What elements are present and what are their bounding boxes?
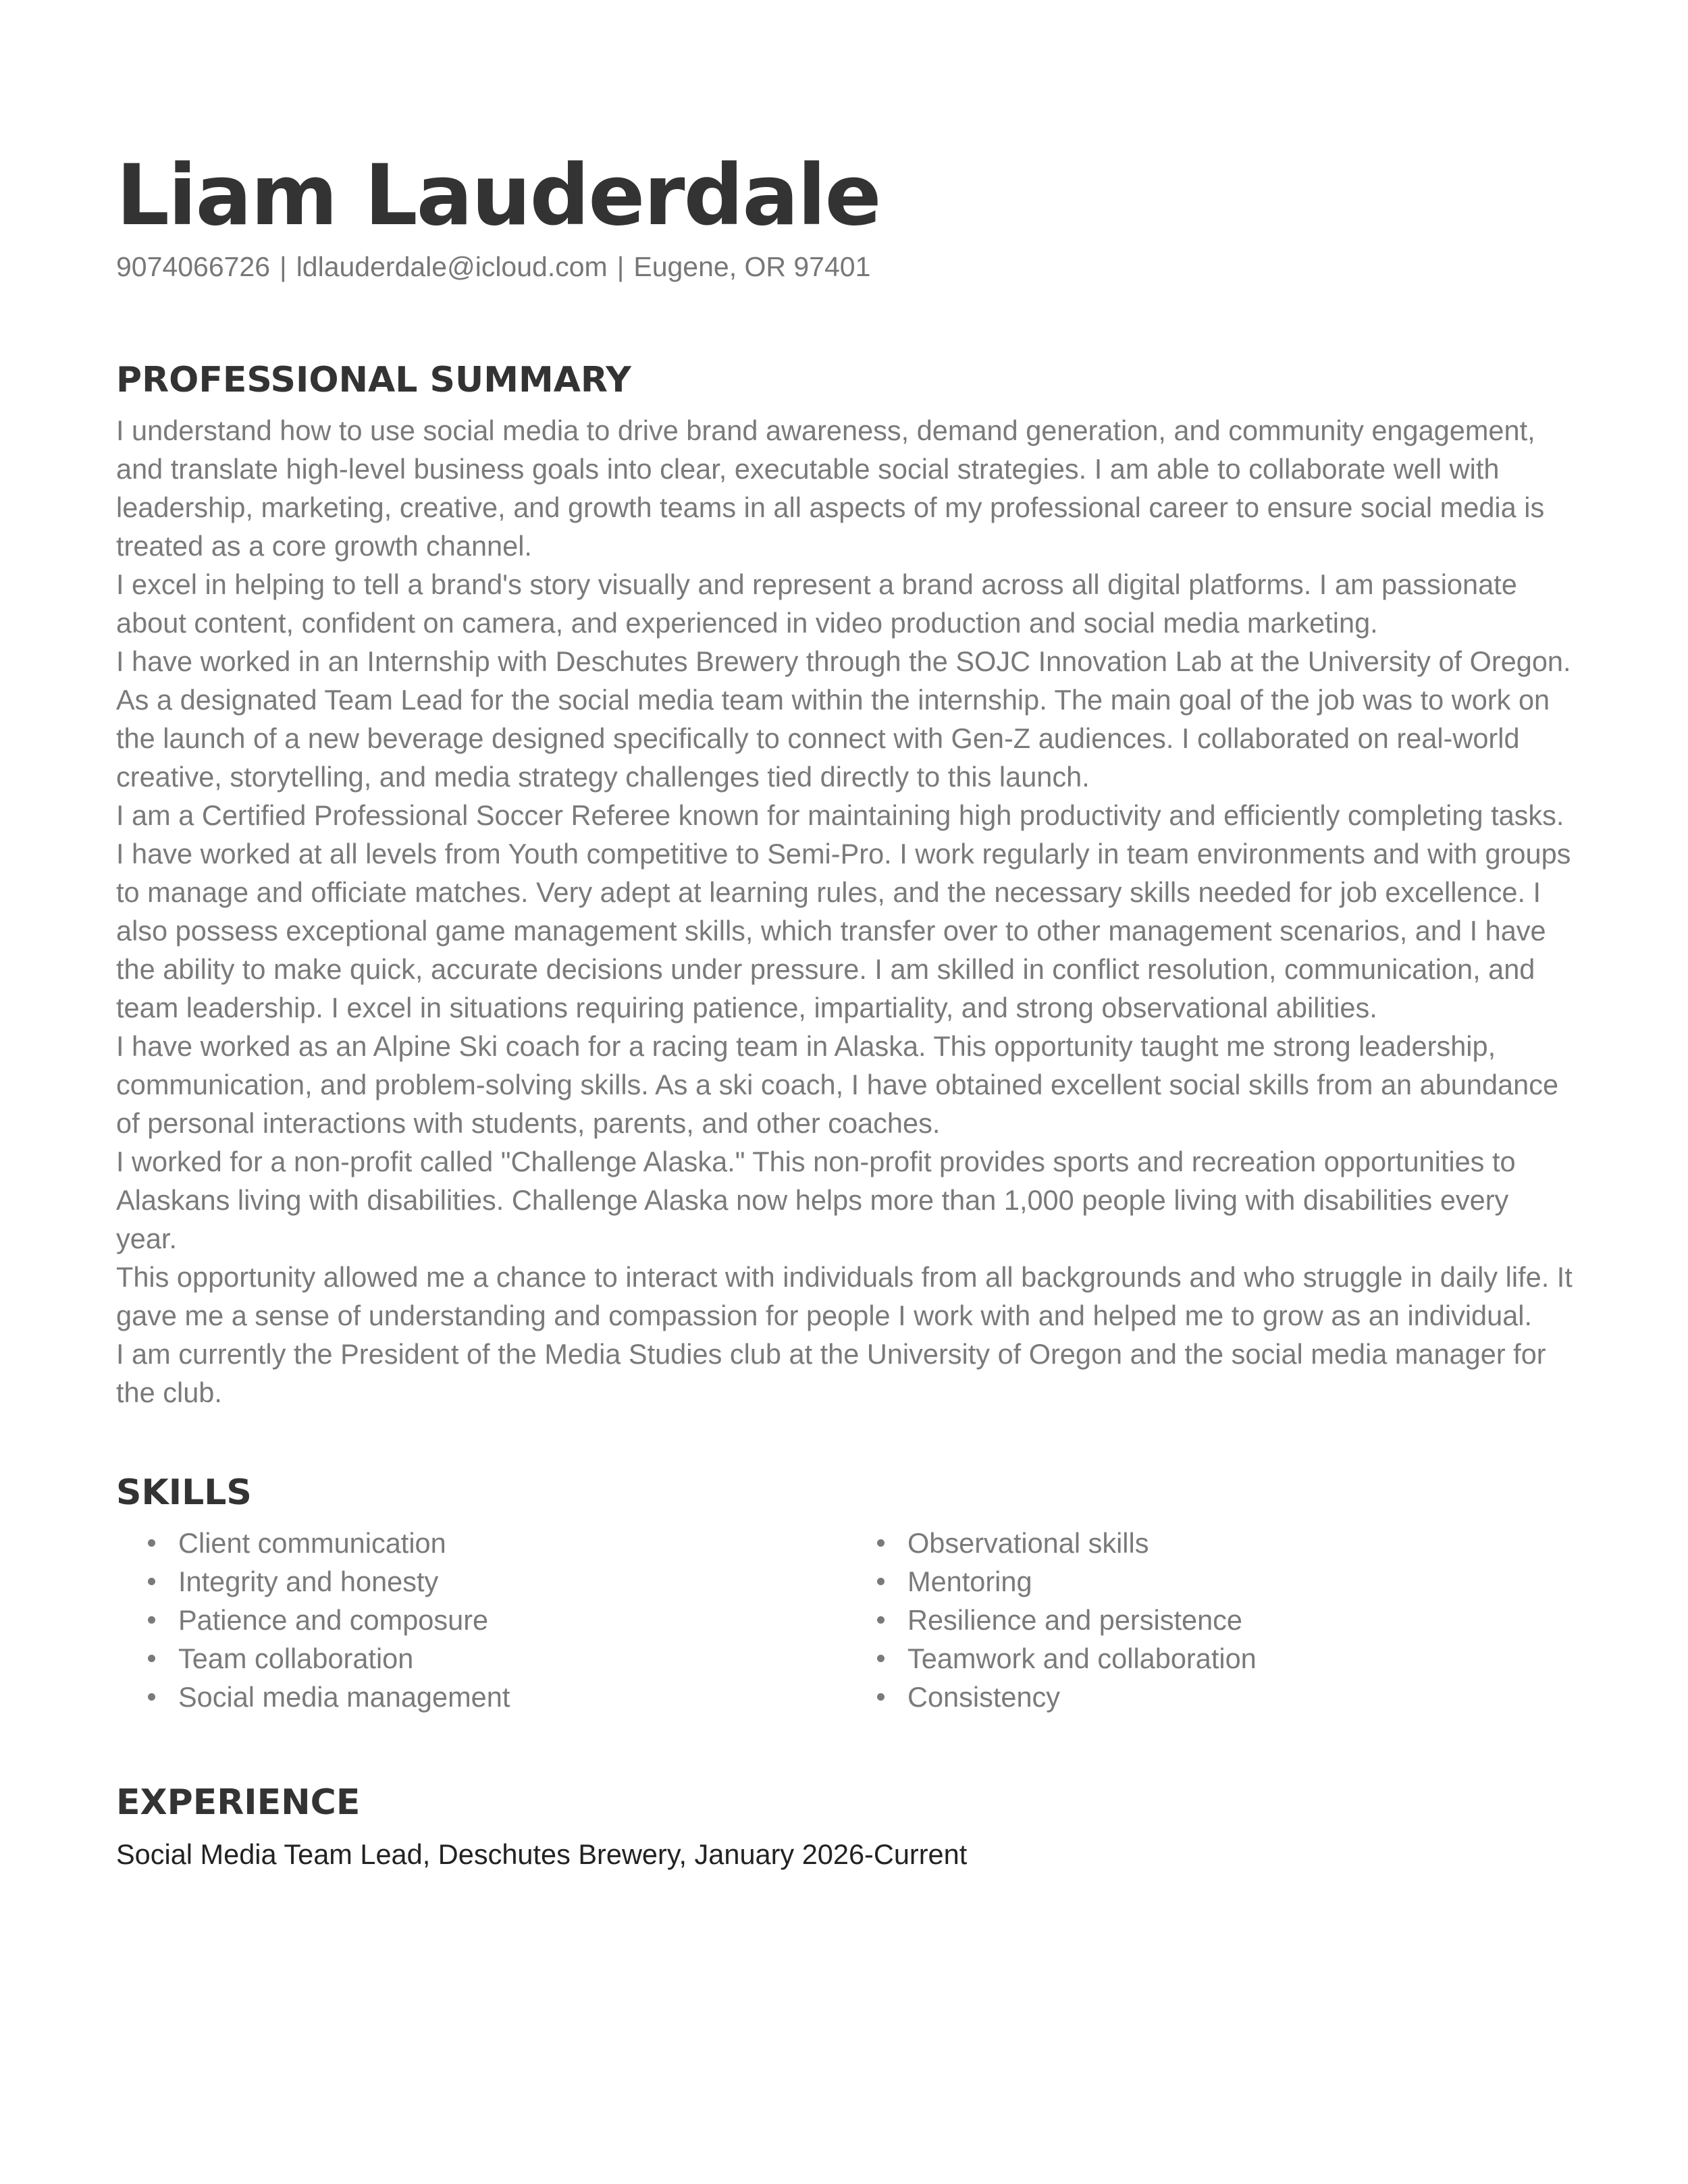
summary-paragraph: I am a Certified Professional Soccer Referee known for maintaining high productivity and efficiently completing tasks. I have worked at all levels from Youth competitive to Semi-Pro. I work regularly in team environments and with groups to manage and officiate matches. Very adept at learning rules, and the necessary skills needed for job excellence. I also possess exceptional game management skills, which transfer over to other management scenarios, and I have the ability to make quick, accurate decisions under pressure. I am skilled in conflict resolution, communication, and team leadership. I excel in situations requiring patience, impartiality, and strong observational abilities.	[116, 799, 1571, 1023]
summary-paragraph: I worked for a non-profit called "Challenge Alaska." This non-profit provides sports and recreation opportunities to Alaskans living with disabilities. Challenge Alaska now helps more than 1,000 people living with disabilities every year.	[116, 1146, 1516, 1254]
skill-label: Integrity and honesty	[178, 1566, 439, 1597]
skill-label: Team collaboration	[178, 1643, 414, 1674]
summary-paragraph: I am currently the President of the Media Studies club at the University of Oregon and the social media manager for the club.	[116, 1338, 1546, 1408]
email-address: ldlauderdale@icloud.com	[296, 251, 608, 282]
skill-label: Social media management	[178, 1681, 510, 1713]
summary-heading: PROFESSIONAL SUMMARY	[116, 360, 631, 400]
bullet-icon	[148, 1578, 155, 1585]
bullet-icon	[148, 1539, 155, 1547]
bullet-icon	[877, 1693, 885, 1701]
location: Eugene, OR 97401	[633, 251, 871, 282]
bullet-icon	[877, 1616, 885, 1624]
skill-item	[116, 1524, 845, 1562]
skills-list	[116, 1524, 1575, 1716]
skills-column-left	[116, 1524, 845, 1716]
summary-paragraph: I understand how to use social media to drive brand awareness, demand generation, and community engagement, and translate high-level business goals into clear, executable social strategies. I am able to collaborate well with leadership, marketing, creative, and growth teams in all aspects of my professional career to ensure social media is treated as a core growth channel.	[116, 415, 1545, 562]
skill-item	[116, 1562, 845, 1601]
bullet-icon	[148, 1693, 155, 1701]
skill-item	[845, 1524, 1575, 1562]
bullet-icon	[148, 1655, 155, 1662]
summary-body	[116, 411, 1575, 1412]
skill-item	[845, 1678, 1575, 1716]
skill-label: Client communication	[178, 1527, 446, 1559]
experience-heading: EXPERIENCE	[116, 1782, 361, 1823]
skill-item	[845, 1639, 1575, 1678]
summary-paragraph: I have worked in an Internship with Deschutes Brewery through the SOJC Innovation Lab at the University of Oregon. As a designated Team Lead for the social media team within the internship. The main goal of the job was to work on the launch of a new beverage designed specifically to connect with Gen-Z audiences. I collaborated on real-world creative, storytelling, and media strategy challenges tied directly to this launch.	[116, 645, 1571, 793]
candidate-name: Liam Lauderdale	[116, 147, 880, 244]
skill-item	[845, 1601, 1575, 1639]
phone-number: 9074066726	[116, 251, 271, 282]
bullet-icon	[148, 1616, 155, 1624]
skill-label: Teamwork and collaboration	[907, 1643, 1257, 1674]
contact-line	[116, 248, 1575, 286]
skills-column-right	[845, 1524, 1575, 1716]
contact-separator: |	[616, 251, 625, 282]
bullet-icon	[877, 1578, 885, 1585]
skill-item	[116, 1639, 845, 1678]
skill-item	[116, 1678, 845, 1716]
resume-page	[116, 145, 1575, 1873]
skill-item	[845, 1562, 1575, 1601]
skill-item	[116, 1601, 845, 1639]
summary-paragraph: This opportunity allowed me a chance to interact with individuals from all backgrounds and who struggle in daily life. It gave me a sense of understanding and compassion for people I work with and helped me to grow as an individual.	[116, 1261, 1573, 1331]
skill-label: Mentoring	[907, 1566, 1032, 1597]
bullet-icon	[877, 1539, 885, 1547]
skills-heading: SKILLS	[116, 1472, 252, 1513]
skill-label: Observational skills	[907, 1527, 1149, 1559]
summary-paragraph: I have worked as an Alpine Ski coach for a racing team in Alaska. This opportunity taught me strong leadership, communication, and problem-solving skills. As a ski coach, I have obtained excellent social skills from an abundance of personal interactions with students, parents, and other coaches.	[116, 1030, 1559, 1139]
skill-label: Resilience and persistence	[907, 1604, 1242, 1636]
contact-separator: |	[280, 251, 287, 282]
skill-label: Patience and composure	[178, 1604, 489, 1636]
summary-paragraph: I excel in helping to tell a brand's story visually and represent a brand across all digital platforms. I am passionate about content, confident on camera, and experienced in video production and social media marketing.	[116, 568, 1517, 639]
bullet-icon	[877, 1655, 885, 1662]
job-entry: Social Media Team Lead, Deschutes Brewery, January 2026-Current	[116, 1838, 968, 1870]
skill-label: Consistency	[907, 1681, 1061, 1713]
